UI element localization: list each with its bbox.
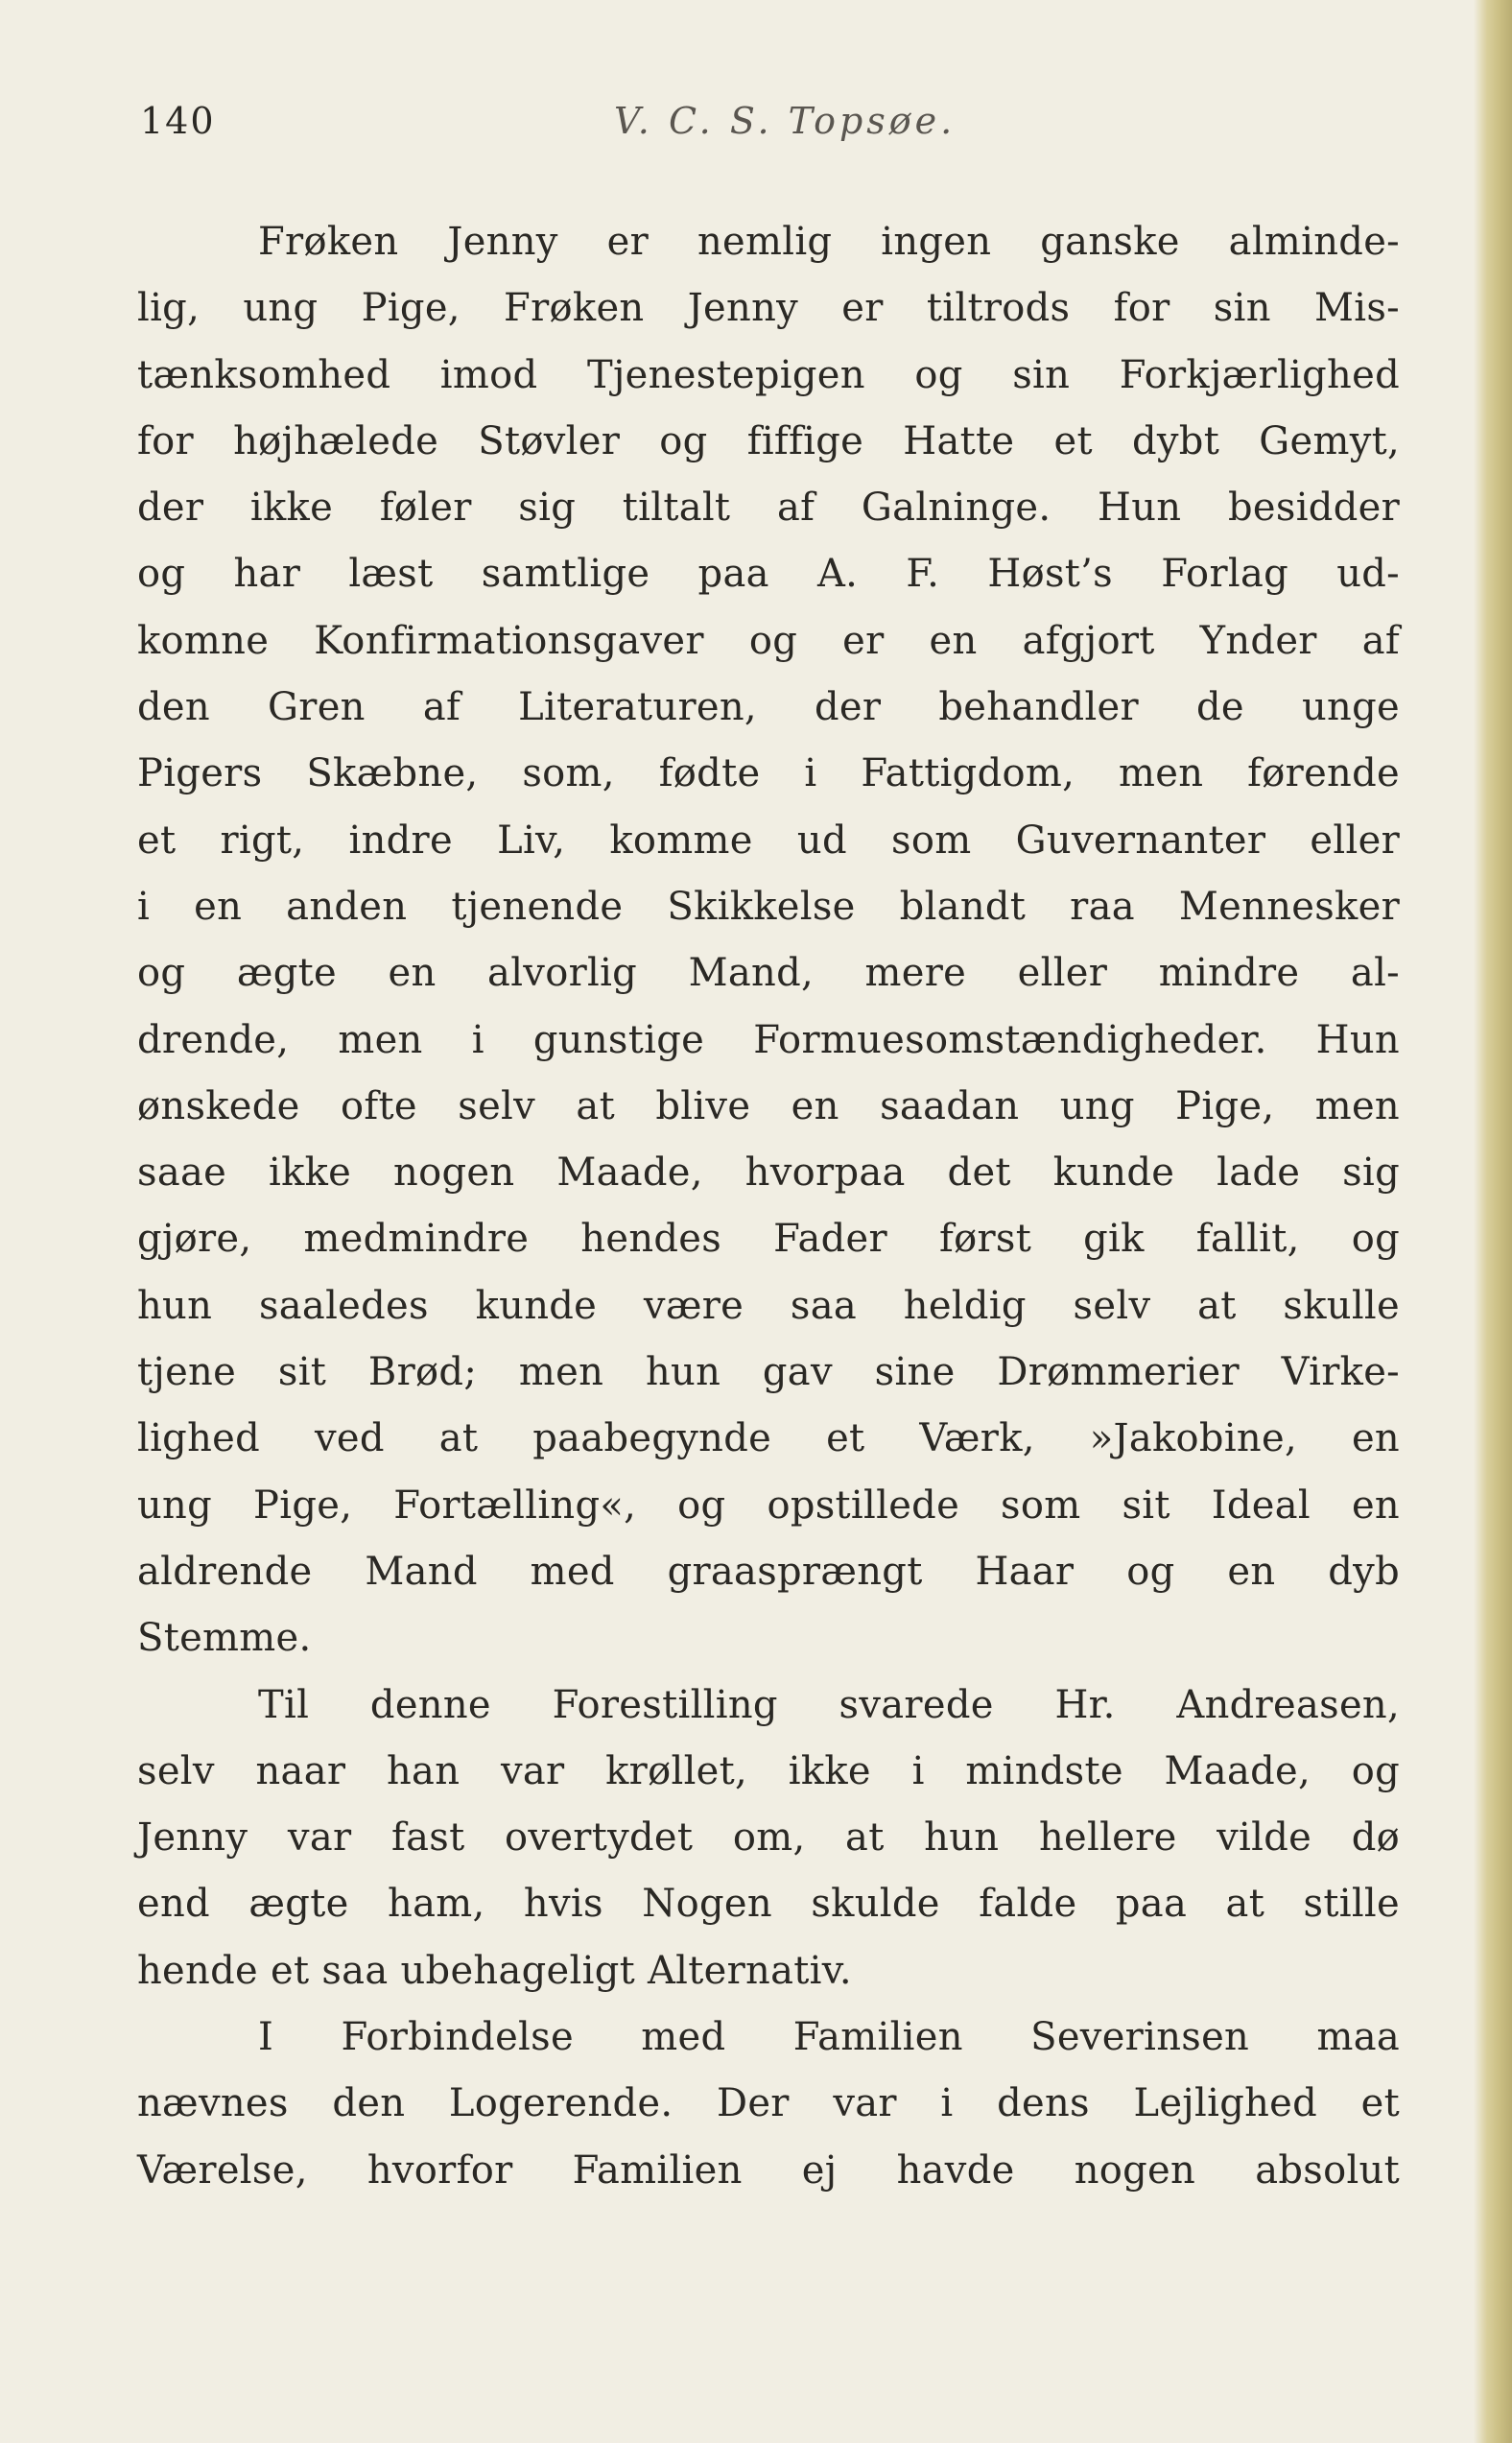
page-edge [1474,0,1512,2443]
text-line: lighed ved at paabegynde et Værk, »Jakobine, en [137,1416,1400,1461]
text-line: i en anden tjenende Skikkelse blandt raa Mennesker [137,884,1400,929]
text-line: hende et saa ubehageligt Alternativ. [137,1948,852,1993]
text-line: Stemme. [137,1616,312,1661]
page-header [140,100,1406,157]
running-head: V. C. S. Topsøe. [614,100,957,142]
text-line: for højhælede Støvler og fiffige Hatte et dybt Gemyt, [137,418,1400,463]
text-line: I Forbindelse med Familien Severinsen maa [258,2015,1400,2060]
text-line: komne Konfirmationsgaver og er en afgjort Ynder af [137,618,1400,663]
text-line: Værelse, hvorfor Familien ej havde nogen absolut [137,2147,1400,2193]
text-line: Frøken Jenny er nemlig ingen ganske alminde- [258,220,1400,264]
text-line: ønskede ofte selv at blive en saadan ung Pige, men [137,1083,1400,1128]
text-line: den Gren af Literaturen, der behandler de unge [137,685,1400,730]
body-text [137,209,1400,2204]
text-line: end ægte ham, hvis Nogen skulde falde paa at stille [137,1882,1400,1927]
text-line: aldrende Mand med graasprængt Haar og en dyb [137,1549,1400,1594]
text-line: gjøre, medmindre hendes Fader først gik fallit, og [137,1217,1400,1262]
text-line: Pigers Skæbne, som, fødte i Fattigdom, men førende [137,751,1400,796]
text-line: hun saaledes kunde være saa heldig selv at skulle [137,1283,1400,1328]
text-line: tænksomhed imod Tjenestepigen og sin Forkjærlighed [137,352,1400,397]
text-line: saae ikke nogen Maade, hvorpaa det kunde lade sig [137,1150,1400,1196]
text-line: lig, ung Pige, Frøken Jenny er tiltrods for sin Mis- [137,286,1400,331]
text-line: der ikke føler sig tiltalt af Galninge. Hun besidder [137,486,1400,531]
text-line: tjene sit Brød; men hun gav sine Drømmerier Virke- [137,1350,1400,1395]
text-line: og har læst samtlige paa A. F. Høst’s Forlag ud- [137,552,1400,597]
page-number: 140 [140,100,216,142]
text-line: nævnes den Logerende. Der var i dens Lejlighed et [137,2081,1400,2126]
text-line: et rigt, indre Liv, komme ud som Guvernanter eller [137,818,1400,863]
text-line: Jenny var fast overtydet om, at hun hellere vilde dø [137,1815,1400,1861]
text-line: selv naar han var krøllet, ikke i mindste Maade, og [137,1748,1400,1793]
text-line: Til denne Forestilling svarede Hr. Andreasen, [258,1682,1400,1727]
text-line: ung Pige, Fortælling«, og opstillede som sit Ideal en [137,1482,1400,1528]
text-line: drende, men i gunstige Formuesomstændigheder. Hun [137,1017,1400,1062]
text-line: og ægte en alvorlig Mand, mere eller mindre al- [137,951,1400,996]
